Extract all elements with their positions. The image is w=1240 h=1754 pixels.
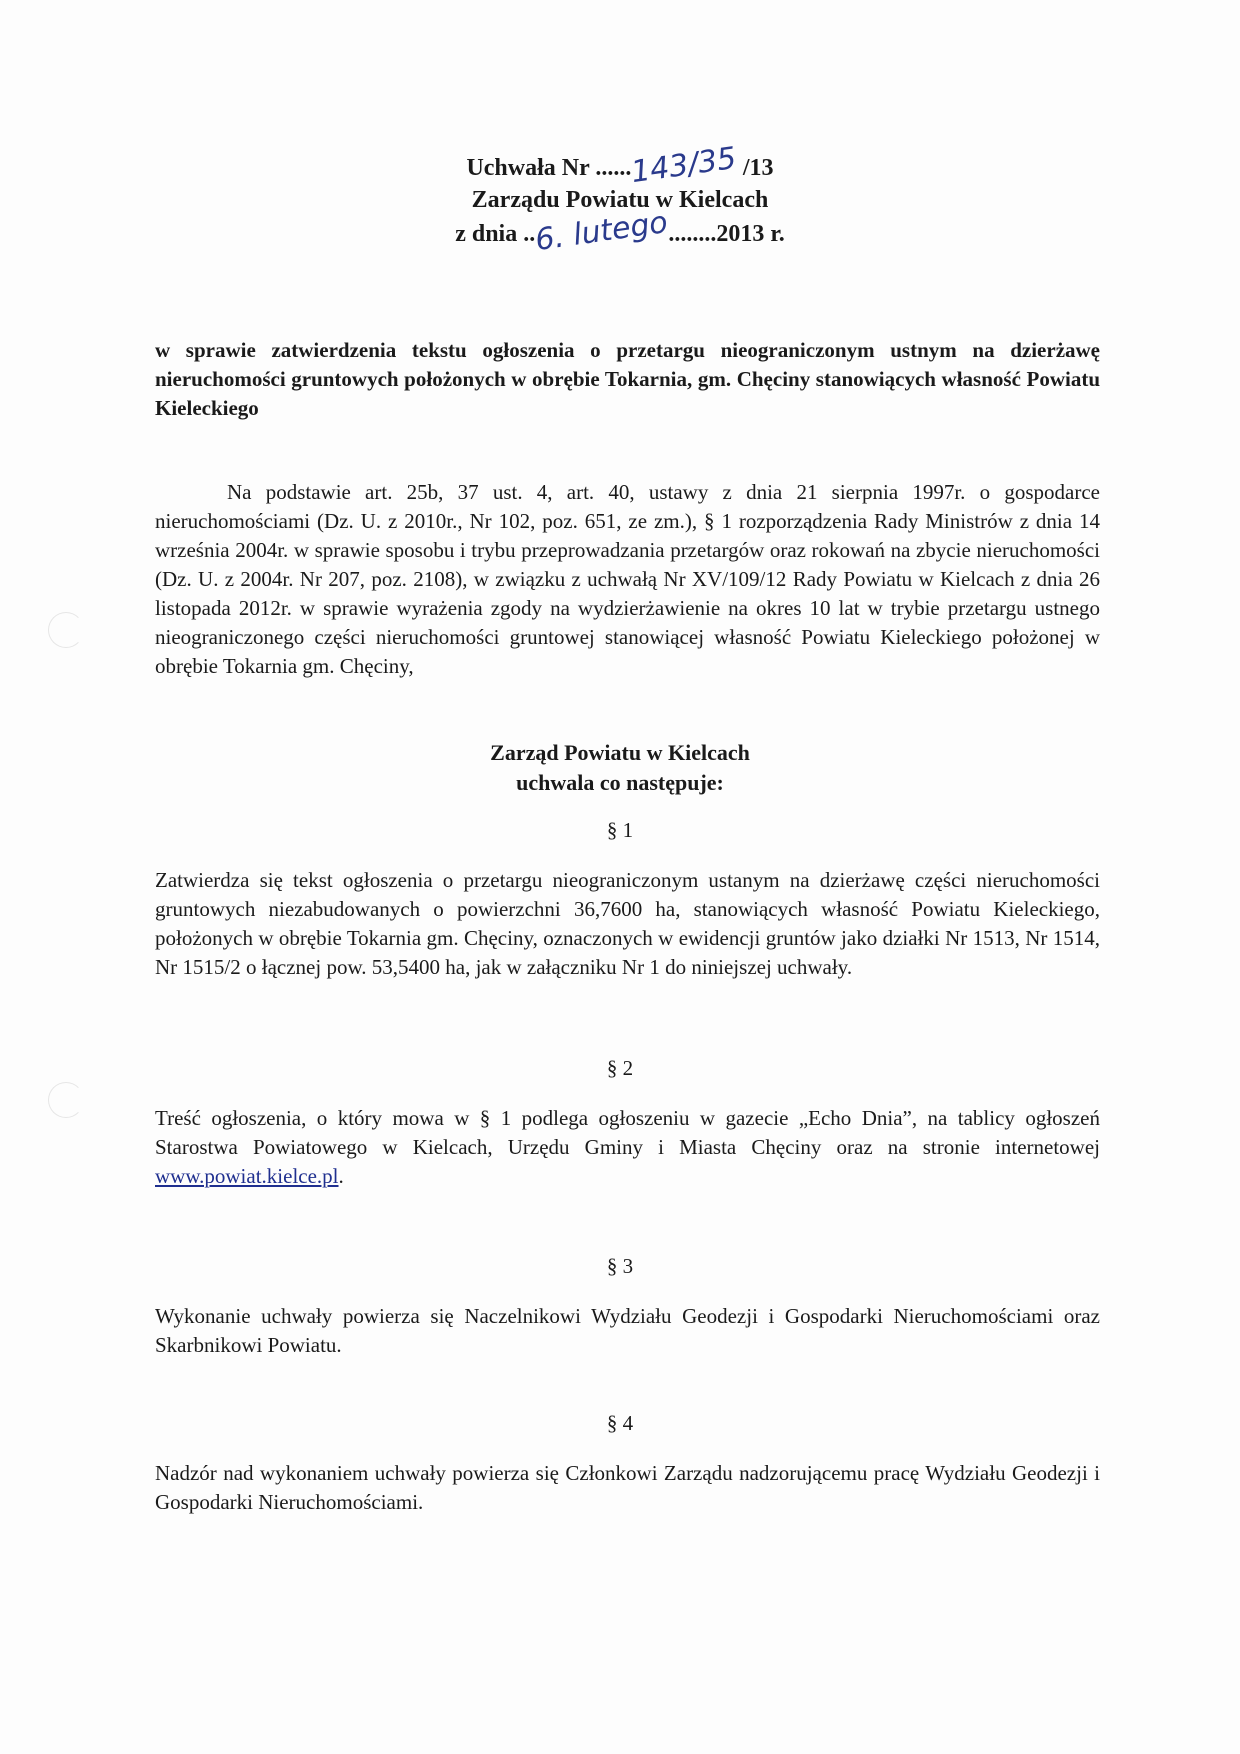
legal-basis-preamble: Na podstawie art. 25b, 37 ust. 4, art. 40, ustawy z dnia 21 sierpnia 1997r. o gospodarce nieruchomościami (Dz. U. z 2010r., Nr 102, poz. 651, ze zm.), § 1 rozporządzenia Rady Ministrów z dnia 14 września 2004r. w sprawie sposobu i trybu przeprowadzania przetargów oraz rokowań na zbycie nieruchomości (Dz. U. z 2004r. Nr 207, poz. 2108), w związku z uchwałą Nr XV/109/12 Rady Powiatu w Kielcach z dnia 26 listopada 2012r. w sprawie wyrażenia zgody na wydzierżawienie na okres 10 lat w trybie przetargu ustnego nieograniczonego części nieruchomości gruntowej stanowiącej własność Powiatu Kieleckiego położonej w obrębie Tokarnia gm. Chęciny, [155,480,1100,678]
resolution-header [0,140,1240,259]
section-mark-4: § 4 [606,1411,634,1435]
section-text-2: Treść ogłoszenia, o który mowa w § 1 podlega ogłoszeniu w gazecie „Echo Dnia”, na tablicy ogłoszeń Starostwa Powiatowego w Kielcach, Urzędu Gminy i Miasta Chęciny oraz na stronie internetowej www.powiat.kielce.pl. [155,1106,1100,1188]
handwritten-resolution-number: 143/35 [629,140,739,191]
section-text-3: Wykonanie uchwały powierza się Naczelnikowi Wydziału Geodezji i Gospodarki Nieruchomościami oraz Skarbnikowi Powiatu. [155,1304,1100,1357]
section-text-1: Zatwierdza się tekst ogłoszenia o przetargu nieograniczonym ustanym na dzierżawę części nieruchomości gruntowych niezabudowanych o powierzchni 36,7600 ha, stanowiących własność Powiatu Kieleckiego, położonych w obrębie Tokarnia gm. Chęciny, oznaczonych w ewidencji gruntów jako działki Nr 1513, Nr 1514, Nr 1515/2 o łącznej pow. 53,5400 ha, jak w załączniku Nr 1 do niniejszej uchwały. [155,868,1100,979]
resolution-number-line: Uchwała Nr ......143/35 /13 [466,140,774,191]
board-name-line: Zarządu Powiatu w Kielcach [471,187,769,213]
resolution-subject: w sprawie zatwierdzenia tekstu ogłoszenia o przetargu nieograniczonym ustnym na dzierżawę nieruchomości gruntowych położonych w obrębie Tokarnia, gm. Chęciny stanowiących własność Powiatu Kieleckiego [155,338,1100,420]
section-mark-3: § 3 [606,1254,634,1278]
section-mark-2: § 2 [606,1056,634,1080]
punch-hole-mark [48,1082,84,1118]
punch-hole-mark [48,612,84,648]
website-link[interactable]: www.powiat.kielce.pl [155,1164,339,1188]
resolution-date-line: z dnia ..6. lutego........2013 r. [455,204,785,259]
resolves-heading: Zarząd Powiatu w Kielcach uchwala co następuje: [490,740,750,795]
handwritten-date: 6. lutego [533,204,671,259]
section-mark-1: § 1 [606,818,634,842]
section-text-4: Nadzór nad wykonaniem uchwały powierza się Członkowi Zarządu nadzorującemu pracę Wydziału Geodezji i Gospodarki Nieruchomościami. [155,1461,1100,1514]
